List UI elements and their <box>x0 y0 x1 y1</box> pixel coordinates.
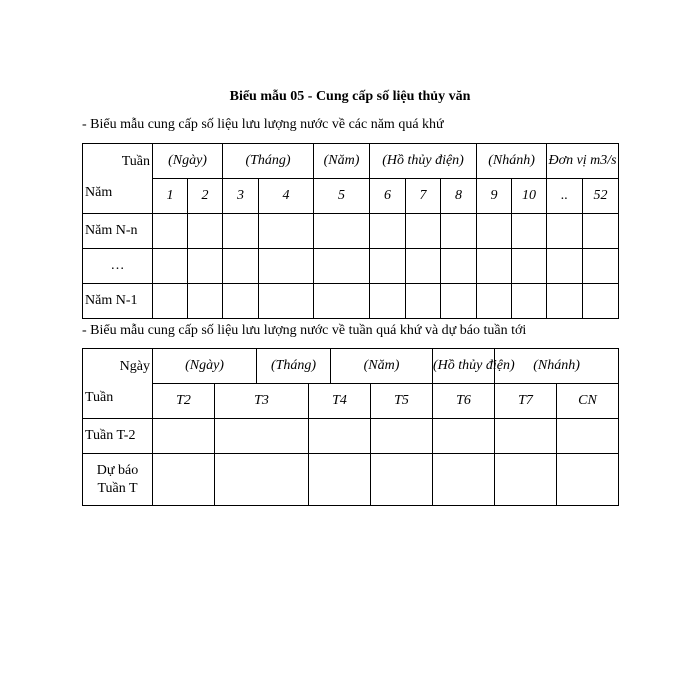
week-number-cell: 9 <box>477 179 512 214</box>
table-row <box>83 284 619 319</box>
week-number-cell: 7 <box>406 179 441 214</box>
data-cell[interactable] <box>215 419 309 454</box>
data-cell[interactable] <box>495 419 557 454</box>
header-unit: Đơn vị m3/s <box>547 144 619 179</box>
row-label: Tuần T-2 <box>83 419 153 454</box>
week-number-cell: 5 <box>314 179 370 214</box>
row-label: Năm N-n <box>83 214 153 249</box>
data-cell[interactable] <box>153 454 215 506</box>
data-cell[interactable] <box>309 419 371 454</box>
week-number-cell: 3 <box>223 179 259 214</box>
row-label: Năm N-1 <box>83 284 153 319</box>
weekday-cell: CN <box>557 384 619 419</box>
data-cell[interactable] <box>547 214 583 249</box>
data-cell[interactable] <box>371 454 433 506</box>
data-cell[interactable] <box>370 249 406 284</box>
week-number-cell: 10 <box>512 179 547 214</box>
weekday-cell: T2 <box>153 384 215 419</box>
header-branch: (Nhánh) <box>477 144 547 179</box>
header-reservoir: (Hồ thủy điện) <box>433 349 495 384</box>
data-cell[interactable] <box>583 249 619 284</box>
data-cell[interactable] <box>188 284 223 319</box>
header-month: (Tháng) <box>257 349 331 384</box>
data-cell[interactable] <box>259 249 314 284</box>
row-label: Dự báo Tuần T <box>83 454 153 506</box>
corner-label-year: Năm <box>85 185 113 200</box>
data-cell[interactable] <box>441 249 477 284</box>
data-cell[interactable] <box>547 249 583 284</box>
section2-heading: - Biểu mẫu cung cấp số liệu lưu lượng nước về tuần quá khứ và dự báo tuần tới <box>82 323 527 338</box>
data-cell[interactable] <box>512 284 547 319</box>
data-cell[interactable] <box>215 454 309 506</box>
week-number-cell: 1 <box>153 179 188 214</box>
weekday-cell: T7 <box>495 384 557 419</box>
weekday-cell: T6 <box>433 384 495 419</box>
table-row <box>83 214 619 249</box>
data-cell[interactable] <box>433 419 495 454</box>
table1-corner-cell <box>83 144 153 214</box>
table-row <box>83 249 619 284</box>
data-cell[interactable] <box>314 284 370 319</box>
data-cell[interactable] <box>433 454 495 506</box>
data-cell[interactable] <box>557 419 619 454</box>
data-cell[interactable] <box>259 214 314 249</box>
corner-label-day: Ngày <box>119 359 150 374</box>
data-cell[interactable] <box>583 284 619 319</box>
data-cell[interactable] <box>371 419 433 454</box>
data-cell[interactable] <box>153 249 188 284</box>
data-cell[interactable] <box>188 249 223 284</box>
data-cell[interactable] <box>441 214 477 249</box>
data-cell[interactable] <box>477 214 512 249</box>
data-cell[interactable] <box>314 214 370 249</box>
data-cell[interactable] <box>259 284 314 319</box>
week-number-cell: 8 <box>441 179 477 214</box>
document-title: Biểu mẫu 05 - Cung cấp số liệu thủy văn <box>229 89 471 104</box>
header-reservoir: (Hồ thủy điện) <box>370 144 477 179</box>
data-cell[interactable] <box>512 214 547 249</box>
week-number-cell: 6 <box>370 179 406 214</box>
week-number-cell: .. <box>547 179 583 214</box>
data-cell[interactable] <box>223 214 259 249</box>
data-cell[interactable] <box>583 214 619 249</box>
data-cell[interactable] <box>477 284 512 319</box>
data-cell[interactable] <box>314 249 370 284</box>
data-cell[interactable] <box>223 249 259 284</box>
data-cell[interactable] <box>370 284 406 319</box>
data-cell[interactable] <box>370 214 406 249</box>
week-number-cell: 2 <box>188 179 223 214</box>
data-cell[interactable] <box>153 214 188 249</box>
data-cell[interactable] <box>188 214 223 249</box>
weekday-cell: T3 <box>215 384 309 419</box>
table-row <box>83 454 619 506</box>
data-cell[interactable] <box>309 454 371 506</box>
table-row <box>83 419 619 454</box>
data-cell[interactable] <box>477 249 512 284</box>
data-cell[interactable] <box>406 284 441 319</box>
corner-label-week: Tuần <box>121 154 150 169</box>
row-label: … <box>83 249 153 284</box>
data-cell[interactable] <box>153 419 215 454</box>
data-cell[interactable] <box>406 214 441 249</box>
week-number-cell: 52 <box>583 179 619 214</box>
data-cell[interactable] <box>441 284 477 319</box>
weekday-cell: T4 <box>309 384 371 419</box>
past-years-flow-table <box>82 143 619 319</box>
header-month: (Tháng) <box>223 144 314 179</box>
table2-corner-cell <box>83 349 153 419</box>
data-cell[interactable] <box>495 454 557 506</box>
header-branch: (Nhánh) <box>495 349 619 384</box>
data-cell[interactable] <box>512 249 547 284</box>
header-year: (Năm) <box>314 144 370 179</box>
section1-heading: - Biểu mẫu cung cấp số liệu lưu lượng nước về các năm quá khứ <box>82 117 444 132</box>
data-cell[interactable] <box>153 284 188 319</box>
data-cell[interactable] <box>547 284 583 319</box>
week-number-cell: 4 <box>259 179 314 214</box>
data-cell[interactable] <box>223 284 259 319</box>
data-cell[interactable] <box>406 249 441 284</box>
data-cell[interactable] <box>557 454 619 506</box>
weekday-cell: T5 <box>371 384 433 419</box>
header-day: (Ngày) <box>153 349 257 384</box>
header-year: (Năm) <box>331 349 433 384</box>
weekly-flow-forecast-table <box>82 348 619 506</box>
header-day: (Ngày) <box>153 144 223 179</box>
corner-label-week: Tuần <box>85 390 114 405</box>
